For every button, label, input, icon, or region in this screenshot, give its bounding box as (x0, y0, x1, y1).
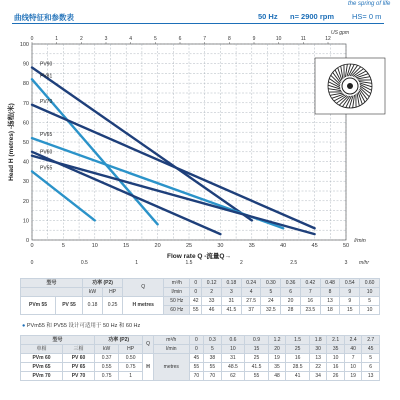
t2-h: 34 (309, 372, 326, 381)
t1-h50: 13 (320, 297, 340, 306)
t1-q-m3h: 0.18 (222, 279, 242, 288)
t2-h: 19 (268, 354, 285, 363)
t2-h: 62 (221, 372, 245, 381)
x-tick-label: 45 (311, 243, 318, 249)
y-tick-label: 10 (22, 218, 29, 225)
t1-q-m3h: 0.30 (261, 279, 281, 288)
t1-lmin-unit: l/min (164, 288, 190, 297)
top-tick-label: 7 (203, 36, 207, 42)
spec-table-pv55 (20, 278, 380, 315)
t2-q-lmin: 35 (327, 345, 344, 354)
top-tick-label: 0 (30, 36, 34, 42)
spec-table-pv60-70 (20, 335, 380, 381)
y-tick-label: 90 (22, 61, 29, 68)
t2-kw-header: kW (95, 345, 119, 354)
t2-h: 25 (245, 354, 269, 363)
series-label-pv65: PV65 (40, 132, 53, 139)
t1-q-m3h: 0.12 (202, 279, 222, 288)
x-tick-label: 50 (342, 243, 350, 249)
t2-model-three: PV 65 (62, 363, 94, 372)
t2-h: 16 (286, 354, 310, 363)
x-tick-label: 5 (61, 243, 65, 249)
t2-h: 48 (268, 372, 285, 381)
mhr-tick-label: 1.5 (185, 260, 193, 266)
series-label-pv90: PV90 (40, 61, 53, 68)
y-tick-label: 20 (22, 198, 29, 205)
brand-tagline: the spring of life (348, 1, 391, 7)
top-tick-label: 1 (55, 36, 59, 42)
t2-q-m3h: 2.1 (327, 336, 344, 345)
y-tick-label: 40 (22, 159, 29, 166)
t2-q-label: Q (143, 336, 154, 354)
t1-q-m3h: 0 (190, 279, 202, 288)
t1-h50: 31 (222, 297, 242, 306)
mhr-tick-label: 1 (135, 260, 139, 266)
t2-hp-header: HP (119, 345, 143, 354)
t2-hp: 0.75 (119, 363, 143, 372)
t1-q-m3h: 0.48 (320, 279, 340, 288)
t1-q-m3h: 0.54 (340, 279, 360, 288)
t2-kw: 0.75 (95, 372, 119, 381)
t2-h: 55 (204, 363, 221, 372)
t1-h60: 28 (281, 306, 301, 315)
t2-q-m3h: 0.9 (245, 336, 269, 345)
x-tick-label: 25 (185, 243, 193, 249)
t1-model-header: 型号 (21, 279, 83, 288)
x-unit-label: l/min (354, 238, 366, 244)
x-tick-label: 35 (248, 243, 255, 249)
impeller-icon (315, 58, 385, 114)
t2-q-lmin: 40 (344, 345, 361, 354)
t1-h60: 18 (320, 306, 340, 315)
t2-q-lmin: 20 (268, 345, 285, 354)
t2-h: 70 (204, 372, 221, 381)
t2-q-m3h: 0.6 (221, 336, 245, 345)
top-tick-label: 9 (252, 36, 256, 42)
t2-h: 45 (189, 354, 203, 363)
impeller-shaft (347, 83, 353, 89)
t2-model-single: PVm 65 (21, 363, 63, 372)
top-tick-label: 10 (275, 36, 282, 42)
t2-h: 35 (268, 363, 285, 372)
x-tick-label: 10 (91, 243, 98, 249)
t1-model-single: PVm 55 (21, 297, 56, 315)
t2-h: 55 (189, 363, 203, 372)
t2-h-label: H (143, 354, 154, 381)
frequency-note: ● PVm55 和 PV55 设计可适用于 50 Hz 和 60 Hz (22, 323, 141, 329)
t2-h: 28.5 (286, 363, 310, 372)
top-tick-label: 3 (104, 36, 108, 42)
y-tick-label: 60 (22, 120, 29, 127)
y-tick-label: 0 (25, 238, 29, 244)
t2-h: 13 (309, 354, 326, 363)
rpm-label: n= 2900 rpm (290, 12, 334, 21)
note-marker-icon: ● (22, 323, 26, 329)
t2-h: 41.5 (245, 363, 269, 372)
t2-q-m3h: 2.7 (362, 336, 380, 345)
t2-q-m3h: 1.5 (286, 336, 310, 345)
t1-h60: 37 (241, 306, 261, 315)
mhr-tick-label: 2.5 (290, 260, 298, 266)
t2-hp: 0.50 (119, 354, 143, 363)
y-tick-label: 80 (22, 81, 29, 88)
t2-q-lmin: 45 (362, 345, 380, 354)
t1-h50: 20 (281, 297, 301, 306)
t2-q-lmin: 30 (309, 345, 326, 354)
x-tick-label: 30 (217, 243, 224, 249)
t2-q-lmin: 25 (286, 345, 310, 354)
section-title: 曲线特征和参数表 (14, 13, 74, 22)
t2-q-lmin: 5 (204, 345, 221, 354)
t2-q-m3h: 1.8 (309, 336, 326, 345)
t2-model-single: PVm 70 (21, 372, 63, 381)
t1-q-lmin: 0 (190, 288, 202, 297)
top-tick-label: 8 (227, 36, 231, 42)
t1-60hz: 60 Hz (164, 306, 190, 315)
t1-q-m3h: 0.24 (241, 279, 261, 288)
t1-h-label: H metres (123, 297, 164, 315)
t2-h: 55 (245, 372, 269, 381)
t2-metres-unit: metres (153, 354, 189, 381)
t2-model-header: 型号 (21, 336, 95, 345)
t2-q-lmin: 15 (245, 345, 269, 354)
t1-h50: 33 (202, 297, 222, 306)
t1-blank (21, 288, 83, 297)
mhr-unit-label: m/hr (359, 260, 369, 266)
t1-h60: 15 (340, 306, 360, 315)
x-tick-label: 15 (123, 243, 130, 249)
t1-q-lmin: 8 (320, 288, 340, 297)
t2-m3h-unit: m³/h (153, 336, 189, 345)
t1-q-label: Q (123, 279, 164, 297)
t1-m3h-unit: m³/h (164, 279, 190, 288)
y-axis-title: Head H (metres) -扬程(米) (8, 103, 15, 181)
t2-h: 16 (327, 363, 344, 372)
t2-single-phase: 单相 (21, 345, 63, 354)
frequency-label: 50 Hz (258, 12, 278, 21)
t2-h: 26 (327, 372, 344, 381)
t2-model-three: PV 70 (62, 372, 94, 381)
t1-q-lmin: 6 (281, 288, 301, 297)
t2-power-header: 功率 (P2) (95, 336, 143, 345)
t1-q-m3h: 0.36 (281, 279, 301, 288)
t2-h: 19 (344, 372, 361, 381)
t1-q-lmin: 9 (340, 288, 360, 297)
series-label-pv60: PV60 (40, 149, 53, 156)
series-label-pv81: PV81 (40, 73, 53, 80)
t1-kw-header: kW (82, 288, 102, 297)
y-tick-label: 50 (22, 140, 29, 146)
t1-q-lmin: 7 (300, 288, 320, 297)
t2-q-m3h: 2.4 (344, 336, 361, 345)
t1-q-m3h: 0.60 (360, 279, 380, 288)
mhr-tick-label: 0.5 (80, 260, 88, 266)
t2-kw: 0.55 (95, 363, 119, 372)
suction-height-label: HS= 0 m (352, 12, 382, 21)
t2-q-lmin: 0 (189, 345, 203, 354)
t1-q-lmin: 10 (360, 288, 380, 297)
t1-hp: 0.25 (103, 297, 123, 315)
t2-h: 10 (327, 354, 344, 363)
t1-power-header: 功率 (P2) (82, 279, 122, 288)
top-tick-label: 11 (300, 36, 306, 42)
t1-h50: 5 (360, 297, 380, 306)
t2-three-phase: 三相 (62, 345, 94, 354)
t1-q-m3h: 0.42 (300, 279, 320, 288)
t2-h: 22 (309, 363, 326, 372)
t2-q-lmin: 10 (221, 345, 245, 354)
t2-h: 38 (204, 354, 221, 363)
y-tick-label: 100 (19, 42, 29, 48)
t1-50hz: 50 Hz (164, 297, 190, 306)
x-tick-label: 40 (280, 243, 287, 249)
top-tick-label: 2 (79, 36, 83, 42)
y-tick-label: 70 (22, 100, 29, 107)
t1-h60: 55 (190, 306, 202, 315)
series-label-pv55: PV55 (40, 165, 53, 172)
t1-h50: 9 (340, 297, 360, 306)
t1-h60: 41.5 (222, 306, 242, 315)
t1-h50: 27.5 (241, 297, 261, 306)
t2-model-three: PV 60 (62, 354, 94, 363)
t2-h: 70 (189, 372, 203, 381)
t1-h50: 16 (300, 297, 320, 306)
x-tick-label: 20 (154, 243, 161, 249)
x-tick-label: 0 (30, 243, 34, 249)
t1-h60: 10 (360, 306, 380, 315)
t1-kw: 0.18 (82, 297, 102, 315)
t1-hp-header: HP (103, 288, 123, 297)
t2-kw: 0.37 (95, 354, 119, 363)
t2-h: 31 (221, 354, 245, 363)
t2-model-single: PVm 60 (21, 354, 63, 363)
t1-h50: 24 (261, 297, 281, 306)
x-axis-title: Flow rate Q -流量Q→ (167, 253, 231, 260)
top-tick-label: 12 (325, 36, 331, 42)
t1-h60: 32.5 (261, 306, 281, 315)
t1-q-lmin: 4 (241, 288, 261, 297)
t2-h: 7 (344, 354, 361, 363)
t2-lmin-unit: l/min (153, 345, 189, 354)
t2-h: 6 (362, 363, 380, 372)
t1-q-lmin: 5 (261, 288, 281, 297)
top-unit-label: US gpm (330, 30, 350, 36)
top-tick-label: 4 (129, 36, 133, 42)
mhr-tick-label: 2 (239, 260, 243, 266)
series-label-pv70: PV70 (40, 98, 53, 105)
t2-h: 5 (362, 354, 380, 363)
top-tick-label: 6 (178, 36, 182, 42)
t1-h60: 23.5 (300, 306, 320, 315)
t1-q-lmin: 3 (222, 288, 242, 297)
t1-q-lmin: 2 (202, 288, 222, 297)
t2-q-m3h: 0.3 (204, 336, 221, 345)
t2-h: 41 (286, 372, 310, 381)
mhr-tick-label: 0 (30, 260, 34, 266)
mhr-tick-label: 3 (344, 260, 348, 266)
t2-q-m3h: 1.2 (268, 336, 285, 345)
t2-h: 10 (344, 363, 361, 372)
y-tick-label: 30 (22, 179, 29, 186)
t2-q-m3h: 0 (189, 336, 203, 345)
t2-h: 48.5 (221, 363, 245, 372)
performance-curve-chart (0, 24, 400, 266)
t1-model-three: PV 55 (56, 297, 83, 315)
t1-h60: 46 (202, 306, 222, 315)
t2-hp: 1 (119, 372, 143, 381)
top-tick-label: 5 (153, 36, 157, 42)
t2-h: 13 (362, 372, 380, 381)
t1-h50: 42 (190, 297, 202, 306)
